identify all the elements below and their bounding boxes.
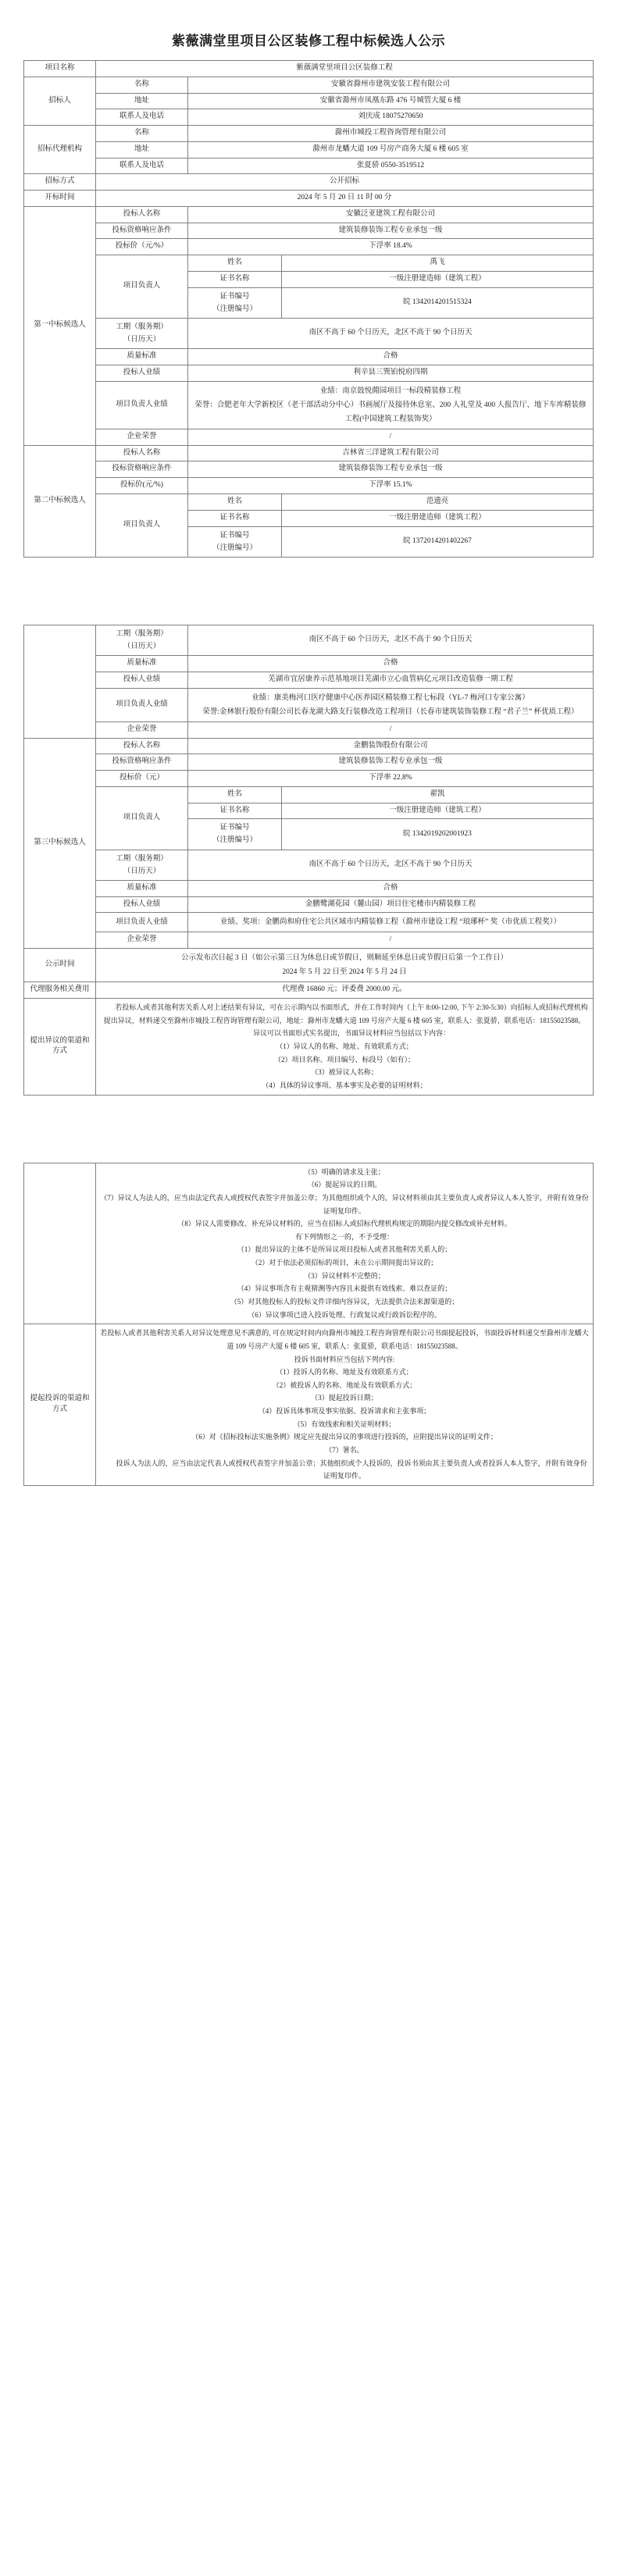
value-tenderee-name: 安徽省滁州市建筑安装工程有限公司 (188, 77, 594, 93)
label-c1-pm-record: 项目负责人业绩 (96, 381, 188, 429)
label-c2-cert-no-main: 证书编号 (219, 531, 250, 540)
table-row-c2-qualification (24, 461, 594, 478)
value-c2-cert-no: 皖 1372014201402267 (282, 526, 594, 557)
bid-info-table-part1 (23, 60, 594, 558)
value-c1-qualification: 建筑装修装饰工程专业承包一级 (188, 223, 594, 239)
value-agency-contact: 张夏骄 0550-3519512 (188, 158, 594, 174)
label-c3-pm-record: 项目负责人业绩 (96, 913, 188, 932)
label-candidate-3: 第三中标候选人 (24, 738, 96, 949)
objection-reject-4: （4）异议事项含有主观猜测等内容且未提供有效线索、难以查证的； (237, 1284, 452, 1293)
label-publicity-time: 公示时间 (24, 949, 96, 982)
label-agency-contact: 联系人及电话 (96, 158, 188, 174)
label-agency-name: 名称 (96, 126, 188, 142)
objection-paragraph-3: 有下列情形之一的，不予受理： (294, 1232, 394, 1241)
objection-item-2: （2）项目名称、项目编号、标段号（如有）； (273, 1055, 415, 1064)
objection-item-4: （4）具体的异议事项、基本事实及必要的证明材料； (262, 1081, 427, 1089)
table-row-c1-pm-record (24, 381, 594, 429)
value-c1-cert-no: 皖 1342014201515324 (282, 287, 594, 318)
table-row-agency-fee (24, 982, 594, 999)
table-row-c2-bidder-name (24, 445, 594, 461)
value-c1-pm-record-1: 业绩：南京鼓悦蕑园项目一标段精装修工程 (319, 387, 462, 395)
table-row-complaint-channel (24, 1324, 594, 1486)
value-c1-pm-record-2: 荣誉：合肥老年大学新校区（老干部活动分中心）书画展厅及接待休息室、200 人礼堂及 400 人报告厅、地下车库精装修工程(中国建筑工程装饰奖） (194, 401, 587, 423)
table-row-agency-address (24, 141, 594, 158)
value-c3-quality: 合格 (188, 880, 594, 896)
label-c1-duration-main: 工期（服务期） (116, 323, 168, 331)
table-row-c1-bidder-record (24, 365, 594, 382)
label-c2-cert-no-sub: （注册编号） (212, 543, 257, 552)
objection-item-7: （7）异议人为法人的，应当由法定代表人或授权代表签字并加盖公章；为其他组织或个人的，异议材料须由其主要负责人或者异议人本人签字，并附有效身份证明复印件。 (100, 1193, 589, 1215)
table-row-tender-method (24, 174, 594, 191)
value-project-name: 紫薇满堂里项目公区装修工程 (96, 61, 594, 77)
label-c3-duration-main: 工期（服务期） (116, 854, 168, 863)
value-agency-address: 滁州市龙蟠大道 109 号房产商务大厦 6 楼 605 室 (188, 141, 594, 158)
table-row-c2-bidder-record (24, 672, 594, 688)
label-c3-duration-sub: （日历天） (123, 867, 161, 875)
label-c1-cert-no-sub: （注册编号） (212, 305, 257, 313)
objection-reject-6: （6）异议事项已进入投诉处理、行政复议或行政诉讼程序的。 (248, 1310, 441, 1319)
label-tenderee-name: 名称 (96, 77, 188, 93)
table-row-c2-pm-name (24, 494, 594, 511)
table-row-c1-qualification (24, 223, 594, 239)
table-row-c3-duration (24, 850, 594, 880)
label-c2-qualification: 投标资格响应条件 (96, 461, 188, 478)
complaint-item-7: （7）署名。 (325, 1446, 364, 1455)
table-row-c1-pm-name (24, 255, 594, 272)
table-row-c1-quality (24, 349, 594, 365)
label-c2-bidder-record: 投标人业绩 (96, 672, 188, 688)
table-row-agency-contact (24, 158, 594, 174)
label-c1-quality: 质量标准 (96, 349, 188, 365)
complaint-item-1: （1）投诉人的名称、地址及有效联系方式； (276, 1368, 413, 1377)
bid-info-table-part2 (23, 625, 594, 1096)
table-row-objection-channel (24, 999, 594, 1095)
value-c2-bidder-name: 吉林省三洋建筑工程有限公司 (188, 445, 594, 461)
complaint-paragraph-2: 投诉书面材料应当包括下列内容: (294, 1355, 395, 1363)
table-row-tenderee-name (24, 77, 594, 93)
value-c2-quality: 合格 (188, 656, 594, 672)
value-publicity-time (96, 949, 594, 982)
table-row-c3-bidder-record (24, 896, 594, 913)
label-objection-channel-cont (24, 1163, 96, 1324)
complaint-item-5: （5）有效线索和相关证明材料； (293, 1420, 396, 1428)
value-c3-bidder-name: 金鹏装饰股份有限公司 (188, 738, 594, 754)
value-c2-pm-record-2: 荣誉:金林银行股份有限公司长春龙湖大路支行装修改造工程项目（长春市建筑装饰装修工程 “君子兰” 杯优质工程） (202, 707, 579, 716)
label-c2-quality: 质量标准 (96, 656, 188, 672)
objection-item-6: （6）提起异议的日期。 (307, 1181, 382, 1189)
label-candidate-2: 第二中标候选人 (24, 445, 96, 557)
label-c3-cert-no-sub: （注册编号） (212, 836, 257, 845)
value-complaint-channel (96, 1324, 594, 1486)
label-c3-bidder-name: 投标人名称 (96, 738, 188, 754)
value-c1-pm-record (188, 381, 594, 429)
table-row-publicity-time (24, 949, 594, 982)
value-c2-duration: 南区不高于 60 个日历天，北区不高于 90 个日历天 (188, 625, 594, 655)
label-agency: 招标代理机构 (24, 126, 96, 174)
label-c1-enterprise-honor: 企业荣誉 (96, 429, 188, 445)
label-bid-open-time: 开标时间 (24, 191, 96, 207)
label-complaint-channel: 提起投诉的渠道和方式 (24, 1324, 96, 1486)
objection-item-5: （5）明确的请求及主张； (304, 1167, 385, 1176)
value-objection-channel-part2 (96, 1163, 594, 1324)
value-c3-cert-name: 一级注册建造师（建筑工程） (282, 803, 594, 819)
complaint-paragraph-1: 若投标人或者其他利害关系人对异议处理意见不满意的, 可在规定时间内向滁州市城投工程咨询管理有限公司书面提起投诉，书面投诉材料递交至滁州市龙蟠大道 109 号房产大厦 6 楼 605 室，联系人：张夏骄，联系电话：18155023588。 (100, 1329, 589, 1350)
label-project-name: 项目名称 (24, 61, 96, 77)
table-row-c1-bid-price (24, 239, 594, 255)
table-row-c2-enterprise-honor (24, 721, 594, 738)
value-c2-pm-name: 范遗亮 (282, 494, 594, 511)
objection-reject-3: （3）异议材料不完整的； (304, 1271, 385, 1280)
value-c3-cert-no: 皖 1342019202001923 (282, 819, 594, 850)
value-c3-pm-record: 业绩、奖项：金鹏尚和府住宅公共区域市内精装修工程（滁州市建设工程 “琅琊杯” 奖（市优质工程奖）） (188, 913, 594, 932)
publicity-line-1: 公示发布次日起 3 日（如公示第三日为休息日或节假日，则顺延至休息日或节假日后第一个工作日） (180, 954, 508, 963)
label-c1-project-manager: 项目负责人 (96, 255, 188, 319)
label-c1-cert-name: 证书名称 (188, 271, 282, 287)
label-c2-pm-record: 项目负责人业绩 (96, 688, 188, 721)
value-c2-pm-record-1: 业绩：康美梅河口医疗健康中心医养园区精装修工程七标段（YL-7 梅河口专家公寓） (251, 693, 530, 702)
value-c2-bidder-record: 芜湖市宜居康养示范基地项目芜湖市立心血管病亿元项目改造装修一期工程 (188, 672, 594, 688)
table-row-objection-channel-cont (24, 1163, 594, 1324)
complaint-item-6: （6）对《招标投标法实施条例》规定应先提出异议的事项进行投诉的，应附提出异议的证明文件； (191, 1433, 498, 1441)
table-row-project-name (24, 61, 594, 77)
label-c3-bid-price: 投标价（元） (96, 771, 188, 787)
table-row-tenderee-address (24, 93, 594, 109)
page-title: 紫薇满堂里项目公区装修工程中标候选人公示 (172, 34, 445, 48)
value-c1-pm-name: 禹飞 (282, 255, 594, 272)
value-c3-bid-price: 下浮率 22.8% (188, 771, 594, 787)
value-c3-enterprise-honor: / (188, 932, 594, 949)
objection-paragraph-2: 异议可以书面形式实名提出，书面异议材料应当包括以下内容： (252, 1029, 450, 1038)
table-row-c1-enterprise-honor (24, 429, 594, 445)
value-c2-qualification: 建筑装修装饰工程专业承包一级 (188, 461, 594, 478)
value-c1-duration: 南区不高于 60 个日历天，北区不高于 90 个日历天 (188, 319, 594, 349)
label-c1-pm-name: 姓名 (188, 255, 282, 272)
page-break-1 (0, 558, 617, 625)
page-break-2 (0, 1096, 617, 1163)
complaint-paragraph-3: 投诉人为法人的，应当由法定代表人或授权代表签字并加盖公章；其他组织或个人投诉的，投诉书须由其主要负责人或者投诉人本人签字，并附有效身份证明复印件。 (116, 1459, 587, 1480)
complaint-item-4: （4）投诉具体事项及事实依据、投诉请求和主张事项； (258, 1407, 431, 1416)
table-row-c3-bidder-name (24, 738, 594, 754)
table-row-agency-name (24, 126, 594, 142)
value-c1-enterprise-honor: / (188, 429, 594, 445)
objection-reject-2: （2）对于依法必须招标的项目，未在公示期间提出异议的； (251, 1259, 438, 1267)
value-c3-bidder-record: 金鹏鹭湖花园（麓山园）项目住宅楼市内精装修工程 (188, 896, 594, 913)
value-c1-bidder-name: 安徽泛亚建筑工程有限公司 (188, 206, 594, 223)
label-c3-project-manager: 项目负责人 (96, 786, 188, 850)
table-row-c3-qualification (24, 754, 594, 771)
label-c1-duration (96, 319, 188, 349)
table-row-c3-enterprise-honor (24, 932, 594, 949)
label-tenderee-contact: 联系人及电话 (96, 109, 188, 126)
label-c3-pm-name: 姓名 (188, 786, 282, 803)
label-tenderee: 招标人 (24, 77, 96, 125)
value-c2-bid-price: 下浮率 15.1% (188, 478, 594, 494)
bid-info-table-part3 (23, 1163, 594, 1486)
objection-item-8: （8）异议人需要修改、补充异议材料的，应当在招标人或招标代理机构规定的期限内提交修改或补充材料。 (177, 1220, 512, 1228)
label-c2-cert-no (188, 526, 282, 557)
value-tenderee-contact: 刘庆成 18075270650 (188, 109, 594, 126)
label-c2-duration-main: 工期（服务期） (116, 629, 168, 638)
table-row-c3-pm-record (24, 913, 594, 932)
value-c1-bidder-record: 利辛县三巽铂悦府四期 (188, 365, 594, 382)
label-c1-bidder-record: 投标人业绩 (96, 365, 188, 382)
table-row-c1-duration (24, 319, 594, 349)
value-c2-cert-name: 一级注册建造师（建筑工程） (282, 510, 594, 526)
table-row-tenderee-contact (24, 109, 594, 126)
label-objection-channel: 提出异议的渠道和方式 (24, 999, 96, 1095)
label-candidate-1: 第一中标候选人 (24, 206, 96, 445)
value-c1-bid-price: 下浮率 18.4% (188, 239, 594, 255)
table-row-c2-pm-record (24, 688, 594, 721)
label-c3-cert-no (188, 819, 282, 850)
value-bid-open-time: 2024 年 5 月 20 日 11 时 00 分 (96, 191, 594, 207)
label-c2-cert-name: 证书名称 (188, 510, 282, 526)
label-tenderee-address: 地址 (96, 93, 188, 109)
label-c3-quality: 质量标准 (96, 880, 188, 896)
value-c2-pm-record (188, 688, 594, 721)
page-1 (0, 0, 617, 558)
value-c1-cert-name: 一级注册建造师（建筑工程） (282, 271, 594, 287)
label-c3-qualification: 投标资格响应条件 (96, 754, 188, 771)
value-tenderee-address: 安徽省滁州市凤凰东路 476 号城管大厦 6 楼 (188, 93, 594, 109)
label-c1-cert-no (188, 287, 282, 318)
value-tender-method: 公开招标 (96, 174, 594, 191)
label-c1-bid-price: 投标价（元/%） (96, 239, 188, 255)
publicity-line-2: 2024 年 5 月 22 日至 2024 年 5 月 24 日 (282, 968, 407, 977)
label-agency-address: 地址 (96, 141, 188, 158)
label-c2-bidder-name: 投标人名称 (96, 445, 188, 461)
page-2 (0, 625, 617, 1096)
value-c2-enterprise-honor: / (188, 721, 594, 738)
label-c3-cert-name: 证书名称 (188, 803, 282, 819)
table-row-c1-bidder-name (24, 206, 594, 223)
label-agency-fee: 代理服务相关费用 (24, 982, 96, 999)
objection-item-3: （3）被异议人名称； (311, 1068, 378, 1077)
value-c3-pm-name: 翟凯 (282, 786, 594, 803)
value-objection-channel-part1 (96, 999, 594, 1095)
label-candidate-2-cont (24, 625, 96, 738)
label-c2-pm-name: 姓名 (188, 494, 282, 511)
objection-item-1: （1）异议人的名称、地址、有效联系方式； (276, 1042, 413, 1051)
complaint-item-3: （3）提起投诉日期； (311, 1394, 378, 1402)
table-row-c3-quality (24, 880, 594, 896)
label-c1-duration-sub: （日历天） (123, 336, 161, 344)
objection-reject-1: （1）提出异议的主体不是所异议项目投标人或者其他利害关系人的； (237, 1245, 452, 1254)
label-c2-duration-sub: （日历天） (123, 642, 161, 650)
value-agency-fee: 代理费 16860 元；评委费 2000.00 元。 (96, 982, 594, 999)
label-c2-bid-price: 投标价(元/%) (96, 478, 188, 494)
objection-reject-5: （5）对其他投标人的投标文件详细内容异议，无法提供合法来源渠道的； (230, 1297, 459, 1306)
table-row-c2-quality (24, 656, 594, 672)
label-c3-duration (96, 850, 188, 880)
table-row-bid-open-time (24, 191, 594, 207)
label-c1-bidder-name: 投标人名称 (96, 206, 188, 223)
label-c2-project-manager: 项目负责人 (96, 494, 188, 558)
table-row-c3-pm-name (24, 786, 594, 803)
value-c3-qualification: 建筑装修装饰工程专业承包一级 (188, 754, 594, 771)
label-c1-cert-no-main: 证书编号 (219, 292, 250, 301)
table-row-c2-duration (24, 625, 594, 655)
label-c2-enterprise-honor: 企业荣誉 (96, 721, 188, 738)
label-c3-enterprise-honor: 企业荣誉 (96, 932, 188, 949)
complaint-item-2: （2）被投诉人的名称、地址及有效联系方式； (272, 1381, 417, 1389)
table-row-c3-bid-price (24, 771, 594, 787)
value-c1-quality: 合格 (188, 349, 594, 365)
label-c2-duration (96, 625, 188, 655)
table-row-c2-bid-price (24, 478, 594, 494)
label-c3-cert-no-main: 证书编号 (219, 824, 250, 832)
label-c3-bidder-record: 投标人业绩 (96, 896, 188, 913)
label-c1-qualification: 投标资格响应条件 (96, 223, 188, 239)
value-c3-duration: 南区不高于 60 个日历天，北区不高于 90 个日历天 (188, 850, 594, 880)
objection-paragraph-1: 若投标人或者其他利害关系人对上述结果有异议，可在公示期内以书面形式，并在工作时间内（上午 8:00-12:00, 下午 2:30-5:30）向招标人或招标代理机构提出异议，材料递交至滁州市城投工程咨询管理有限公司，地址：滁州市龙蟠大道 109 号房产大厦 6 楼 605 室，联系人：张夏骄，联系电话：18155023588。 (103, 1003, 588, 1024)
page-3 (0, 1163, 617, 1486)
value-agency-name: 滁州市城投工程咨询管理有限公司 (188, 126, 594, 142)
label-tender-method: 招标方式 (24, 174, 96, 191)
